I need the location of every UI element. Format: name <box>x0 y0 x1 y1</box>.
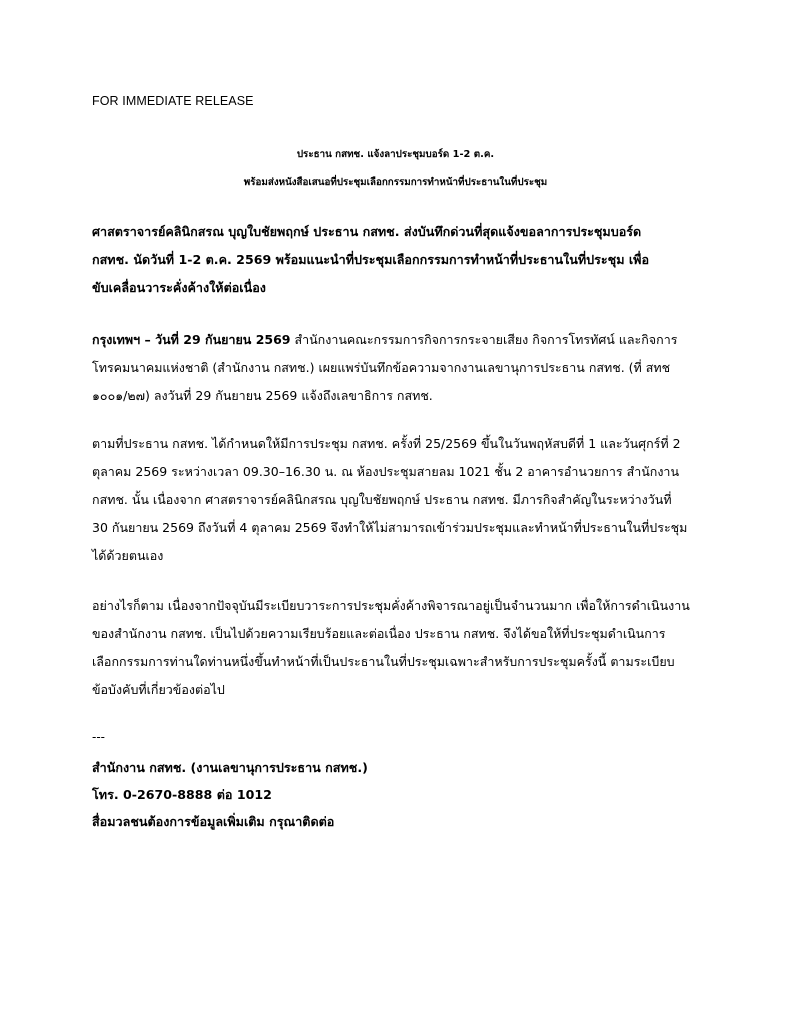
paragraph-line: ตามที่ประธาน กสทช. ได้กำหนดให้มีการประชุม กสทช. ครั้งที่ 25/2569 ขึ้นในวันพฤหัสบดีที่ 1 และวันศุกร์ที่ 2 <box>92 436 681 451</box>
paragraph-line: ข้อบังคับที่เกี่ยวข้องต่อไป <box>92 682 225 697</box>
lead-line: กสทช. นัดวันที่ 1-2 ต.ค. 2569 พร้อมแนะนำที่ประชุมเลือกกรรมการทำหน้าที่ประธานในที่ประชุม เพื่อ <box>92 252 650 267</box>
contact-media-note: สื่อมวลชนต้องการข้อมูลเพิ่มเติม กรุณาติดต่อ <box>92 814 335 829</box>
paragraph-line: อย่างไรก็ตาม เนื่องจากปัจจุบันมีระเบียบวาระการประชุมคั่งค้างพิจารณาอยู่เป็นจำนวนมาก เพื่อให้การดำเนินงาน <box>92 598 690 613</box>
lead-line: ศาสตราจารย์คลินิกสรณ บุญใบชัยพฤกษ์ ประธาน กสทช. ส่งบันทึกด่วนที่สุดแจ้งขอลาการประชุมบอร์ด <box>92 224 642 239</box>
lead-line: ขับเคลื่อนวาระคั่งค้างให้ต่อเนื่อง <box>92 280 266 295</box>
paragraph-line: ได้ด้วยตนเอง <box>92 548 164 563</box>
contact-block <box>92 754 368 835</box>
contact-phone: โทร. 0-2670-8888 ต่อ 1012 <box>92 787 272 802</box>
paragraph-line: ตุลาคม 2569 ระหว่างเวลา 09.30–16.30 น. ณ ห้องประชุมสายลม 1021 ชั้น 2 อาคารอำนวยการ สำนักงาน <box>92 464 679 479</box>
paragraph-line: ๑๐๐๑/๒๗) ลงวันที่ 29 กันยายน 2569 แจ้งถึงเลขาธิการ กสทช. <box>92 388 433 403</box>
contact-office: สำนักงาน กสทช. (งานเลขานุการประธาน กสทช.) <box>92 760 368 775</box>
paragraph-line: ของสำนักงาน กสทช. เป็นไปด้วยความเรียบร้อยและต่อเนื่อง ประธาน กสทช. จึงได้ขอให้ที่ประชุมดำเนินการ <box>92 626 666 641</box>
section-separator: --- <box>92 730 105 744</box>
dateline: กรุงเทพฯ – วันที่ 29 กันยายน 2569 <box>92 332 291 347</box>
paragraph-line-text: สำนักงานคณะกรรมการกิจการกระจายเสียง กิจการโทรทัศน์ และกิจการ <box>290 332 678 347</box>
paragraph-line: โทรคมนาคมแห่งชาติ (สำนักงาน กสทช.) เผยแพร่บันทึกข้อความจากงานเลขานุการประธาน กสทช. (ที่ สทช <box>92 360 671 375</box>
body-paragraph-1 <box>92 326 702 410</box>
body-paragraph-2 <box>92 430 702 570</box>
lead-paragraph <box>92 218 702 302</box>
release-label: FOR IMMEDIATE RELEASE <box>92 94 254 108</box>
paragraph-line: เลือกกรรมการท่านใดท่านหนึ่งขึ้นทำหน้าที่เป็นประธานในที่ประชุมเฉพาะสำหรับการประชุมครั้งนี้ ตามระเบียบ <box>92 654 675 669</box>
body-paragraph-3 <box>92 592 702 704</box>
paragraph-line <box>92 326 702 354</box>
headline-line-1: ประธาน กสทช. แจ้งลาประชุมบอร์ด 1-2 ต.ค. <box>296 149 495 160</box>
headline-line-2: พร้อมส่งหนังสือเสนอที่ประชุมเลือกกรรมการทำหน้าที่ประธานในที่ประชุม <box>243 177 548 188</box>
paragraph-line: 30 กันยายน 2569 ถึงวันที่ 4 ตุลาคม 2569 จึงทำให้ไม่สามารถเข้าร่วมประชุมและทำหน้าที่ประธานในที่ประชุม <box>92 520 688 535</box>
paragraph-line: กสทช. นั้น เนื่องจาก ศาสตราจารย์คลินิกสรณ บุญใบชัยพฤกษ์ ประธาน กสทช. มีภารกิจสำคัญในระหว่างวันที่ <box>92 492 672 507</box>
